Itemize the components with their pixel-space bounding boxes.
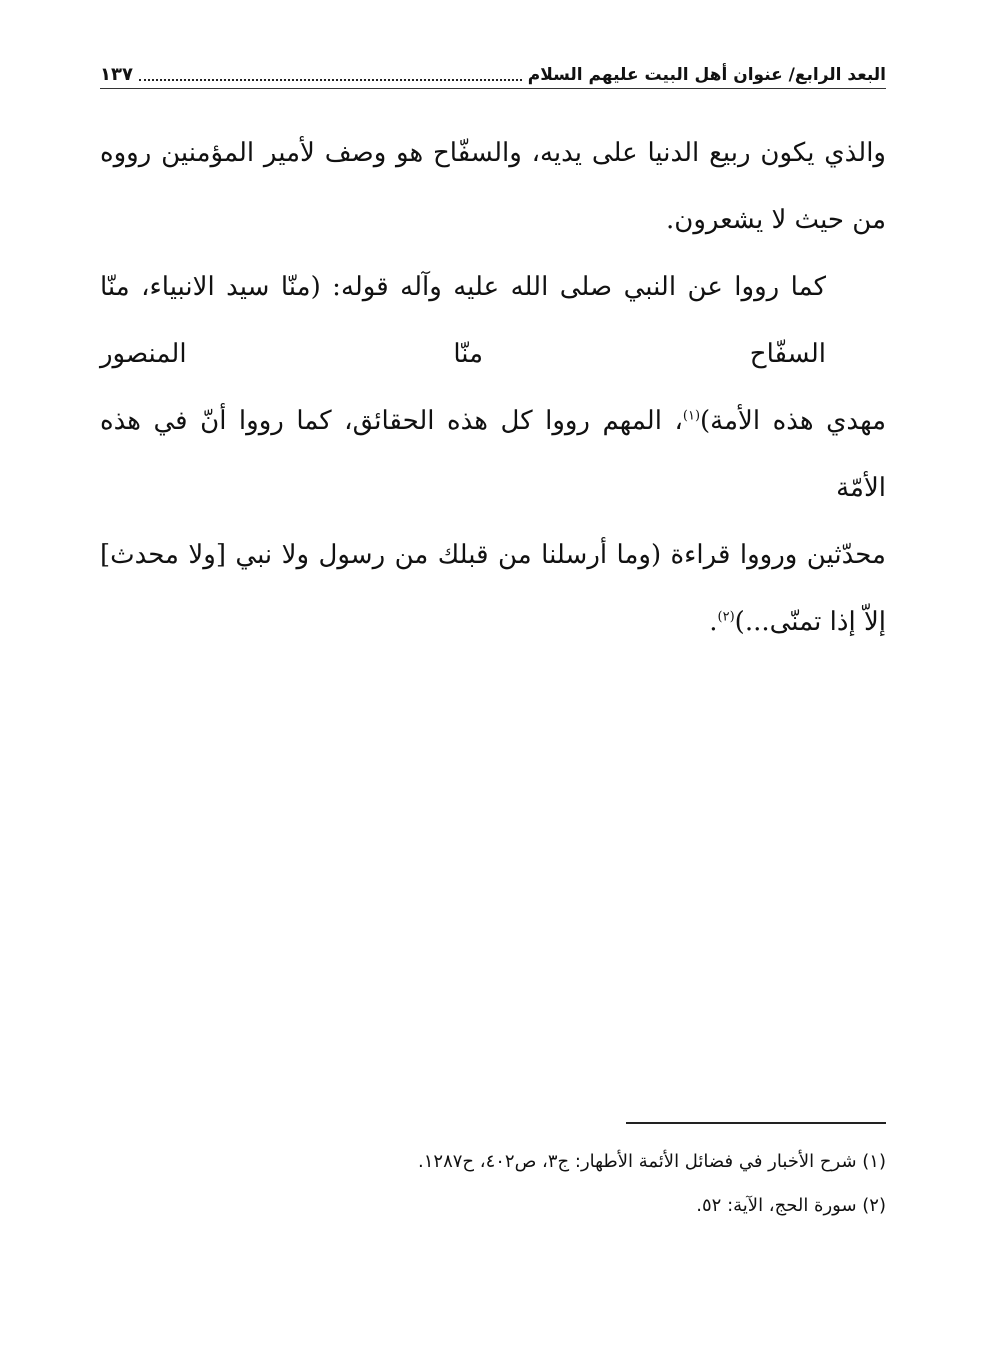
paragraph-2-line-4-start: إلاّ إذا تمنّى...) [734, 607, 886, 637]
running-header [100, 56, 886, 86]
paragraph-1-line-1: والذي يكون ربيع الدنيا على يديه، والسفّاح هو وصف لأمير المؤمنين رووه [100, 138, 886, 168]
header-rule [100, 88, 886, 89]
footnote-ref-2[interactable]: (٢) [717, 609, 735, 625]
footnote-2: (٢) سورة الحج، الآية: ٥٢. [696, 1195, 886, 1216]
paragraph-2-line-2-end: ، المهم رووا كل هذه الحقائق، كما رووا أنّ في هذه الأمّة [100, 406, 886, 503]
header-dot-leader [139, 79, 522, 81]
footnote-separator [626, 1122, 886, 1124]
paragraph-2-line-3: محدّثين ورووا قراءة (وما أرسلنا من قبلك من رسول ولا نبي [ولا محدث] [100, 540, 886, 570]
footnotes [100, 1140, 886, 1228]
footnote-1: (١) شرح الأخبار في فضائل الأئمة الأطهار: ج٣، ص٤٠٢، ح١٢٨٧. [418, 1151, 886, 1172]
body-text [100, 120, 886, 656]
paragraph-2 [100, 254, 886, 656]
footnote-ref-1[interactable]: (١) [682, 408, 701, 424]
paragraph-2-line-4 [100, 589, 886, 656]
page-number: ١٣٧ [100, 64, 133, 85]
paragraph-1 [100, 120, 886, 254]
paragraph-2-line-2 [100, 388, 886, 522]
paragraph-2-line-1: كما رووا عن النبي صلى الله عليه وآله قوله: (منّا سيد الانبياء، منّا السفّاح منّا المنصور [100, 272, 826, 369]
header-title: البعد الرابع/ عنوان أهل البيت عليهم السلام [527, 65, 886, 85]
paragraph-2-line-4-end: . [709, 607, 718, 637]
paragraph-2-line-2-start: مهدي هذه الأمة) [700, 406, 886, 436]
paragraph-1-line-2: من حيث لا يشعرون. [665, 205, 886, 235]
